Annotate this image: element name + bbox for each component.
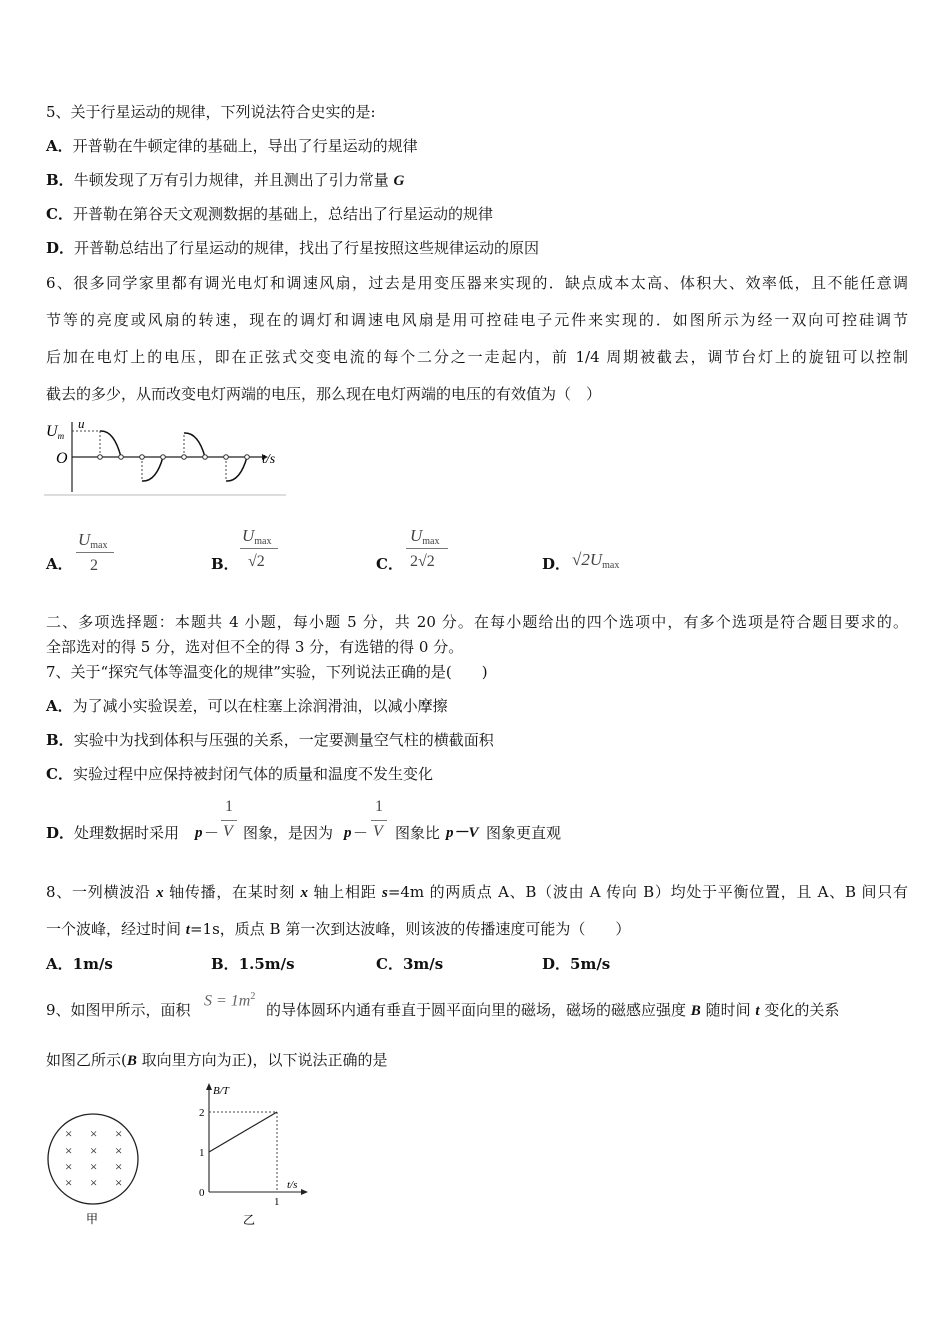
section2-line-1: 二、多项选择题：本题共 4 小题，每小题 5 分，共 20 分。在每小题给出的四个选项中，有多个选项是符合题目要求的。: [46, 613, 908, 631]
q6-option-b-label: B．: [211, 555, 239, 573]
q8-option-a: A．1m/s: [46, 955, 113, 973]
bt-origin: 0: [199, 1187, 205, 1199]
field-into-page-mark: ×: [65, 1159, 73, 1174]
field-into-page-mark: ×: [115, 1175, 123, 1190]
q6-line-3: 后加在电灯上的电压，即在正弦式交变电流的每个二分之一走起内，前 1/4 周期被截去，调节台灯上的旋钮可以控制: [46, 348, 908, 366]
bt-series-line: [209, 1112, 277, 1152]
q7-stem: 7、关于“探究气体等温变化的规律”实验，下列说法正确的是( ): [46, 663, 488, 681]
q6-line-4: 截去的多少，从而改变电灯两端的电压，那么现在电灯两端的电压的有效值为（ ）: [46, 385, 602, 403]
q8-option-c: C．3m/s: [376, 955, 444, 973]
q8-option-b: B．1.5m/s: [211, 955, 295, 973]
field-into-page-mark: ×: [115, 1159, 123, 1174]
q5-option-c: C．开普勒在第谷天文观测数据的基础上，总结出了行星运动的规律: [46, 205, 493, 223]
graph-origin: O: [56, 450, 68, 467]
q9-area-formula: $S = 1m^2$: [204, 991, 256, 1010]
section2-line-2: 全部选对的得 5 分，选对但不全的得 3 分，有选错的得 0 分。: [46, 638, 464, 656]
graph-u-label: u: [78, 418, 85, 431]
q9-line-1b: 的导体圆环内通有垂直于圆平面向里的磁场，磁场的磁感应强度 B 随时间 t 变化的关系: [266, 1001, 840, 1019]
q6-option-d-expr: $√2U_{max}$: [572, 550, 620, 571]
q7-option-b: B．实验中为找到体积与压强的关系，一定要测量空气柱的横截面积: [46, 731, 494, 749]
q7-option-c: C．实验过程中应保持被封闭气体的质量和温度不发生变化: [46, 765, 433, 783]
q8-option-d: D．5m/s: [542, 955, 611, 973]
q6-line-2: 节等的亮度或风扇的转速，现在的调灯和调速电风扇是用可控硅电子元件来实现的．如图所示为经一双向可控硅调节: [46, 311, 908, 329]
q7-inverse-v-fraction-1: 1 V: [221, 798, 239, 846]
figure-a-caption: 甲: [86, 1212, 99, 1226]
figure-b-caption: 乙: [243, 1213, 256, 1227]
q6-option-a-expr: $U_{max}$ 2: [76, 530, 116, 578]
field-into-page-mark: ×: [115, 1126, 123, 1141]
field-into-page-mark: ×: [65, 1143, 73, 1158]
field-into-page-mark: ×: [90, 1143, 98, 1158]
q6-option-c-label: C．: [376, 555, 403, 573]
bt-y-tick-2: 2: [199, 1107, 205, 1119]
q8-line-1: 8、一列横波沿 x 轴传播，在某时刻 x 轴上相距 s=4m 的两质点 A、B（波由 A 传向 B）均处于平衡位置，且 A、B 间只有: [46, 883, 908, 901]
q5-option-d: D．开普勒总结出了行星运动的规律，找出了行星按照这些规律运动的原因: [46, 239, 540, 257]
q6-voltage-graph: [44, 418, 289, 500]
bt-x-label: t/s: [287, 1179, 298, 1191]
q9-figure-b: [195, 1080, 315, 1230]
bt-y-label: B/T: [213, 1085, 229, 1097]
q9-line-2: 如图乙所示(B 取向里方向为正)，以下说法正确的是: [46, 1051, 388, 1069]
q7-inverse-v-fraction-2: 1 V: [371, 798, 389, 846]
q6-option-c-expr: $U_{max}$ 2√2: [406, 526, 450, 578]
q5-option-b: B．牛顿发现了万有引力规律，并且测出了引力常量 G: [46, 171, 405, 189]
q6-option-b-expr: $U_{max}$ √2: [240, 526, 280, 578]
q9-line-1a: 9、如图甲所示，面积: [46, 1001, 191, 1019]
q5-stem: 5、关于行星运动的规律，下列说法符合史实的是:: [46, 103, 376, 121]
q7-option-a: A．为了减小实验误差，可以在柱塞上涂润滑油，以减小摩擦: [46, 697, 448, 715]
field-into-page-mark: ×: [65, 1126, 73, 1141]
field-into-page-mark: ×: [65, 1175, 73, 1190]
q6-option-d-label: D．: [542, 555, 571, 573]
q9-figure-a: [44, 1110, 144, 1230]
bt-x-tick-1: 1: [274, 1196, 280, 1208]
bt-y-tick-1: 1: [199, 1147, 205, 1159]
field-into-page-mark: ×: [90, 1159, 98, 1174]
field-into-page-mark: ×: [115, 1143, 123, 1158]
field-into-page-mark: ×: [90, 1175, 98, 1190]
graph-y-label: Um: [46, 423, 65, 441]
q6-option-a-label: A．: [46, 555, 73, 573]
q6-line-1: 6、很多同学家里都有调光电灯和调速风扇，过去是用变压器来实现的．缺点成本太高、体积大、效率低，且不能任意调: [46, 274, 908, 292]
field-into-page-mark: ×: [90, 1126, 98, 1141]
q5-option-a: A．开普勒在牛顿定律的基础上，导出了行星运动的规律: [46, 137, 418, 155]
graph-t-label: t/s: [262, 452, 276, 467]
q8-line-2: 一个波峰，经过时间 t=1s，质点 B 第一次到达波峰，则该波的传播速度可能为（ ）: [46, 920, 631, 938]
